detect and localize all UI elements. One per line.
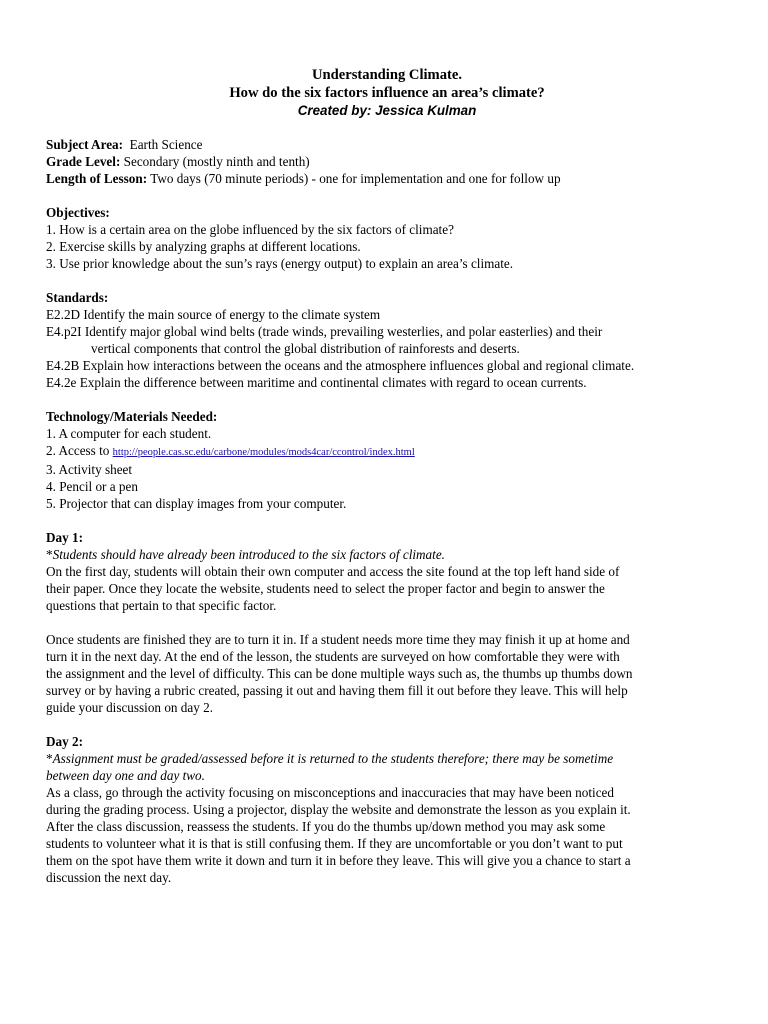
standards-heading: Standards: [46, 290, 109, 305]
lesson-length-label: Length of Lesson: [46, 171, 148, 186]
day1-paragraph-line: guide your discussion on day 2. [46, 700, 214, 715]
day1-heading: Day 1: [46, 530, 83, 545]
material-item-link-row [46, 442, 728, 461]
material-item: 4. Pencil or a pen [46, 479, 138, 494]
day2-section [46, 733, 728, 886]
grade-level-label: Grade Level: [46, 154, 121, 169]
standard-e4-p2i: E4.p2I Identify major global wind belts (trade winds, prevailing westerlies, and polar easterlies) and their [46, 324, 603, 339]
standard-e2-2d: E2.2D Identify the main source of energy to the climate system [46, 307, 381, 322]
paragraph-gap [46, 614, 728, 631]
document-title: Understanding Climate. [312, 67, 462, 83]
document-question: How do the six factors influence an area’s climate? [229, 85, 545, 101]
day1-note-text: Students should have already been introduced to the six factors of climate. [52, 547, 445, 562]
lesson-length-value: Two days (70 minute periods) - one for implementation and one for follow up [150, 171, 561, 186]
day2-paragraph-line: After the class discussion, reassess the students. If you do the thumbs up/down method you may ask some [46, 819, 606, 834]
material-item: 1. A computer for each student. [46, 426, 212, 441]
day2-heading: Day 2: [46, 734, 83, 749]
standard-e4-p2i-continued: vertical components that control the global distribution of rainforests and deserts. [91, 341, 520, 356]
document-author: Created by: Jessica Kulman [297, 103, 477, 118]
subject-area-value: Earth Science [129, 137, 203, 152]
materials-section [46, 408, 728, 512]
day2-paragraph-line: them on the spot have them write it down and turn it in before they leave. This will give you a chance to start a [46, 853, 631, 868]
day1-paragraph-line: Once students are finished they are to turn it in. If a student needs more time they may finish it up at home and [46, 632, 630, 647]
subject-area-row [46, 136, 728, 153]
day1-section [46, 529, 728, 716]
day1-note [46, 546, 728, 563]
day2-paragraph-line: students to volunteer what it is that is still confusing them. If they are uncomfortable or you don’t want to put [46, 836, 623, 851]
material-item: 3. Activity sheet [46, 462, 133, 477]
objectives-heading: Objectives: [46, 205, 110, 220]
materials-heading: Technology/Materials Needed: [46, 409, 218, 424]
day1-paragraph-line: survey or by having a rubric created, passing it out and having them fill it out before they leave. This will help [46, 683, 628, 698]
standard-e4-2e: E4.2e Explain the difference between maritime and continental climates with regard to ocean currents. [46, 375, 587, 390]
day2-paragraph-line: discussion the next day. [46, 870, 172, 885]
standard-e4-2b: E4.2B Explain how interactions between the oceans and the atmosphere influences global and regional climate. [46, 358, 635, 373]
day2-note [46, 750, 728, 767]
day1-paragraph-line: the assignment and the level of difficulty. This can be done multiple ways such as, the thumbs up thumbs down [46, 666, 633, 681]
standards-section [46, 289, 728, 391]
lesson-length-row [46, 170, 728, 187]
day1-paragraph-line: On the first day, students will obtain their own computer and access the site found at the top left hand side of [46, 564, 620, 579]
grade-level-row [46, 153, 728, 170]
objective-item: 2. Exercise skills by analyzing graphs at different locations. [46, 239, 361, 254]
objective-item: 1. How is a certain area on the globe influenced by the six factors of climate? [46, 222, 454, 237]
day2-note-text: Assignment must be graded/assessed before it is returned to the students therefore; there may be sometime [52, 751, 614, 766]
day2-note-star: * [46, 751, 53, 766]
material-item: 5. Projector that can display images from your computer. [46, 496, 347, 511]
objective-item: 3. Use prior knowledge about the sun’s rays (energy output) to explain an area’s climate. [46, 256, 514, 271]
resource-link[interactable]: http://people.cas.sc.edu/carbone/modules/mods4car/ccontrol/index.html [112, 447, 415, 458]
day2-paragraph-line: As a class, go through the activity focusing on misconceptions and inaccuracies that may have been noticed [46, 785, 614, 800]
day2-note-continued: between day one and day two. [46, 768, 205, 783]
day1-note-star: * [46, 547, 53, 562]
day2-paragraph-line: during the grading process. Using a projector, display the website and demonstrate the lesson as you explain it. [46, 802, 631, 817]
day1-paragraph-line: turn it in the next day. At the end of the lesson, the students are surveyed on how comfortable they were with [46, 649, 620, 664]
day1-paragraph-line: their paper. Once they locate the website, students need to select the proper factor and begin to answer the [46, 581, 605, 596]
material-item-prefix: 2. Access to [46, 443, 113, 458]
day1-paragraph-line: questions that pertain to that specific factor. [46, 598, 277, 613]
lesson-meta [46, 136, 728, 187]
subject-area-label: Subject Area: [46, 137, 124, 152]
grade-level-value: Secondary (mostly ninth and tenth) [123, 154, 310, 169]
objectives-section [46, 204, 728, 272]
title-block [46, 66, 728, 119]
